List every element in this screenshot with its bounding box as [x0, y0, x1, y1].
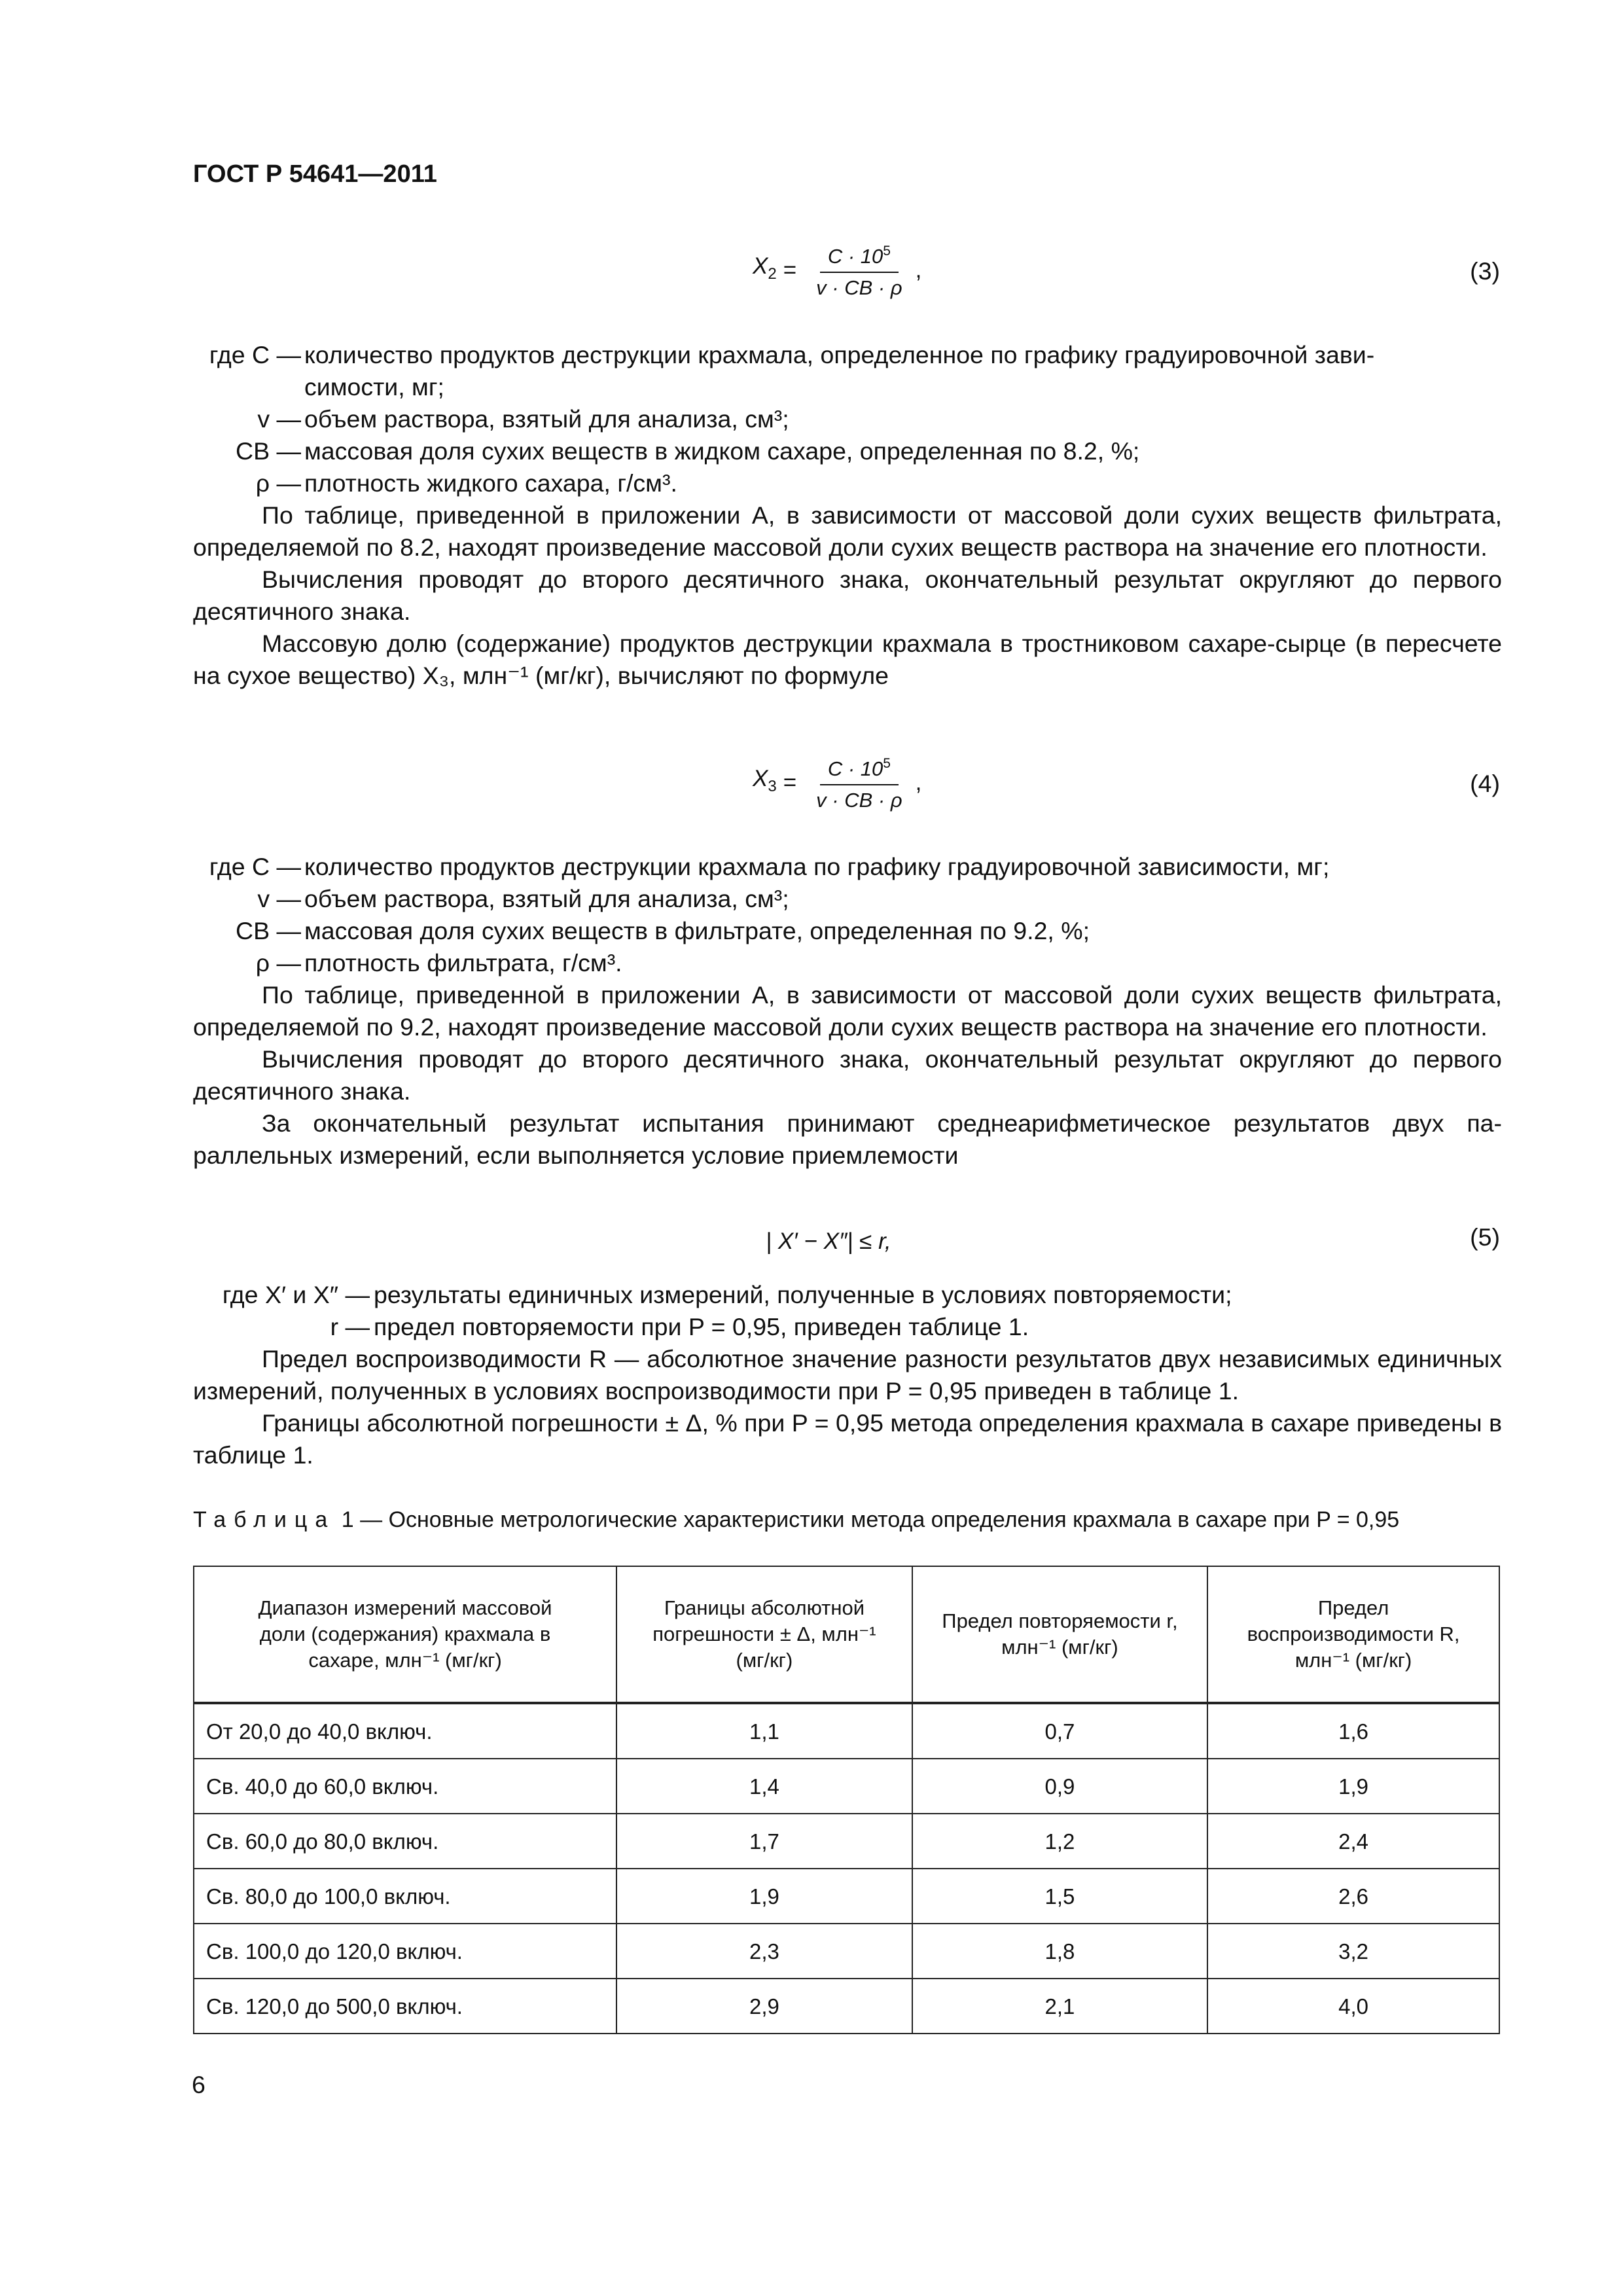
symbol-definition: предел повторяемости при P = 0,95, приведен таблице 1.: [374, 1313, 1029, 1340]
symbol-label: ρ —: [255, 469, 301, 497]
column-header: Предел повторяемости r, млн⁻¹ (мг/кг): [912, 1566, 1208, 1703]
equation-number: (4): [1470, 770, 1500, 797]
symbol-label: r —: [330, 1313, 370, 1340]
table-cell: 2,9: [616, 1979, 912, 2034]
table-cell: 1,6: [1207, 1703, 1499, 1759]
symbol-definition: количество продуктов деструкции крахмала, определенное по графику градуировочной зави-: [304, 341, 1375, 368]
table-cell: 2,4: [1207, 1814, 1499, 1869]
table-cell: 2,1: [912, 1979, 1208, 2034]
symbol-definition: плотность фильтрата, г/см³.: [304, 949, 622, 977]
table-caption: [193, 1505, 1502, 1534]
table-cell: 2,6: [1207, 1869, 1499, 1924]
equation-number: (5): [1470, 1223, 1500, 1251]
symbol-definition: массовая доля сухих веществ в жидком сахаре, определенная по 8.2, %;: [304, 437, 1140, 465]
table-row: [194, 1869, 1499, 1924]
formula-lhs: $X_3$: [753, 765, 777, 795]
paragraphs-a: [193, 499, 1502, 692]
symbol-definition: количество продуктов деструкции крахмала по графику градуировочной зависимости, мг;: [304, 853, 1330, 880]
paragraph: Массовую долю (содержание) продуктов деструкции крахмала в тростниковом сахаре-сырце (в пересчете на сухое вещество) X₃, млн⁻¹ (мг/кг), вычисляют по формуле: [193, 630, 1502, 689]
where-block-5: [193, 1279, 1502, 1343]
formula-fraction: $\frac{C \cdot 10^5}{v \cdot CB \cdot \rho}$: [808, 751, 910, 813]
table-caption-text: 1 — Основные метрологические характеристики метода определения крахмала в сахаре при P = 0,95: [341, 1507, 1400, 1532]
symbol-definition: симости, мг;: [304, 373, 444, 401]
table-cell: 0,9: [912, 1759, 1208, 1814]
formula-3: $X_2$ = $\frac{C \cdot 10^5}{v \cdot CB \cdot \rho}$ , (3): [753, 239, 1500, 300]
document-header: ГОСТ Р 54641—2011: [193, 160, 437, 188]
table-cell: Св. 120,0 до 500,0 включ.: [194, 1979, 616, 2034]
where-block-3: [193, 339, 1502, 499]
paragraph: Предел воспроизводимости R — абсолютное значение разности результатов двух независимых единичных измерений, полученных в условиях воспроизводимости при P = 0,95 приведен в таблице 1.: [193, 1345, 1502, 1405]
formula-lhs: $X_2$: [753, 253, 777, 283]
paragraph: Вычисления проводят до второго десятичного знака, окончательный результат округляют до первого десятичного знака.: [193, 1045, 1502, 1105]
table-row: [194, 1979, 1499, 2034]
symbol-label: где X′ и X″ —: [222, 1281, 370, 1308]
paragraphs-c: [193, 1343, 1502, 1471]
metrology-table: [193, 1566, 1500, 2034]
table-row: [194, 1703, 1499, 1759]
formula-fraction: $\frac{C \cdot 10^5}{v \cdot CB \cdot \rho}$: [808, 239, 910, 300]
formula-5: [766, 1225, 1500, 1257]
paragraph: По таблице, приведенной в приложении А, в зависимости от массовой доли сухих веществ фильтрата, определяемой по 9.2, находят произведение массовой доли сухих веществ раствора на значение его плотности.: [193, 981, 1502, 1041]
symbol-label: где C —: [209, 853, 301, 880]
table-cell: Св. 60,0 до 80,0 включ.: [194, 1814, 616, 1869]
symbol-label: где C —: [209, 341, 301, 368]
table-header-row: [194, 1566, 1499, 1703]
symbol-definition: результаты единичных измерений, полученные в условиях повторяемости;: [374, 1281, 1232, 1308]
table-cell: 0,7: [912, 1703, 1208, 1759]
symbol-definition: массовая доля сухих веществ в фильтрате, определенная по 9.2, %;: [304, 917, 1090, 944]
column-header: Границы абсолютной погрешности ± Δ, млн⁻¹ (мг/кг): [616, 1566, 912, 1703]
table-cell: Св. 40,0 до 60,0 включ.: [194, 1759, 616, 1814]
paragraph: Границы абсолютной погрешности ± Δ, % при P = 0,95 метода определения крахмала в сахаре приведены в таблице 1.: [193, 1409, 1502, 1469]
table-cell: 1,9: [616, 1869, 912, 1924]
table-cell: 3,2: [1207, 1924, 1499, 1979]
table-cell: 1,2: [912, 1814, 1208, 1869]
paragraph: За окончательный результат испытания принимают среднеарифметическое результатов двух параллельных измерений, если выполняется условие приемлемости: [193, 1109, 1502, 1169]
table-row: [194, 1814, 1499, 1869]
column-header: Предел воспроизводимости R, млн⁻¹ (мг/кг): [1207, 1566, 1499, 1703]
symbol-definition: объем раствора, взятый для анализа, см³;: [304, 405, 789, 433]
symbol-label: v —: [257, 885, 301, 912]
symbol-definition: плотность жидкого сахара, г/см³.: [304, 469, 677, 497]
paragraph: По таблице, приведенной в приложении А, в зависимости от массовой доли сухих веществ фильтрата, определяемой по 8.2, находят произведение массовой доли сухих веществ раствора на значение его плотности.: [193, 501, 1502, 561]
formula-4: $X_3$ = $\frac{C \cdot 10^5}{v \cdot CB \cdot \rho}$ , (4): [753, 751, 1500, 813]
table-cell: 1,7: [616, 1814, 912, 1869]
paragraphs-b: [193, 979, 1502, 1172]
table-cell: 1,8: [912, 1924, 1208, 1979]
table-cell: 2,3: [616, 1924, 912, 1979]
page-number: 6: [192, 2071, 205, 2098]
table-cell: Св. 80,0 до 100,0 включ.: [194, 1869, 616, 1924]
column-header: Диапазон измерений массовой доли (содержания) крахмала в сахаре, млн⁻¹ (мг/кг): [194, 1566, 616, 1703]
where-block-4: [193, 851, 1502, 979]
symbol-label: v —: [257, 405, 301, 433]
symbol-label: CB —: [235, 917, 301, 944]
table-cell: Св. 100,0 до 120,0 включ.: [194, 1924, 616, 1979]
table-cell: 1,5: [912, 1869, 1208, 1924]
paragraph: Вычисления проводят до второго десятичного знака, окончательный результат округляют до первого десятичного знака.: [193, 565, 1502, 625]
table-cell: От 20,0 до 40,0 включ.: [194, 1703, 616, 1759]
table-cell: 1,1: [616, 1703, 912, 1759]
table-cell: 1,9: [1207, 1759, 1499, 1814]
table-cell: 4,0: [1207, 1979, 1499, 2034]
table-row: [194, 1924, 1499, 1979]
symbol-definition: объем раствора, взятый для анализа, см³;: [304, 885, 789, 912]
equation-number: (3): [1470, 257, 1500, 285]
table-cell: 1,4: [616, 1759, 912, 1814]
table-row: [194, 1759, 1499, 1814]
table-caption-label: Таблица: [193, 1507, 336, 1532]
symbol-label: ρ —: [255, 949, 301, 977]
symbol-label: CB —: [235, 437, 301, 465]
formula-expression: | X′ − X″| ≤ r,: [766, 1229, 891, 1254]
